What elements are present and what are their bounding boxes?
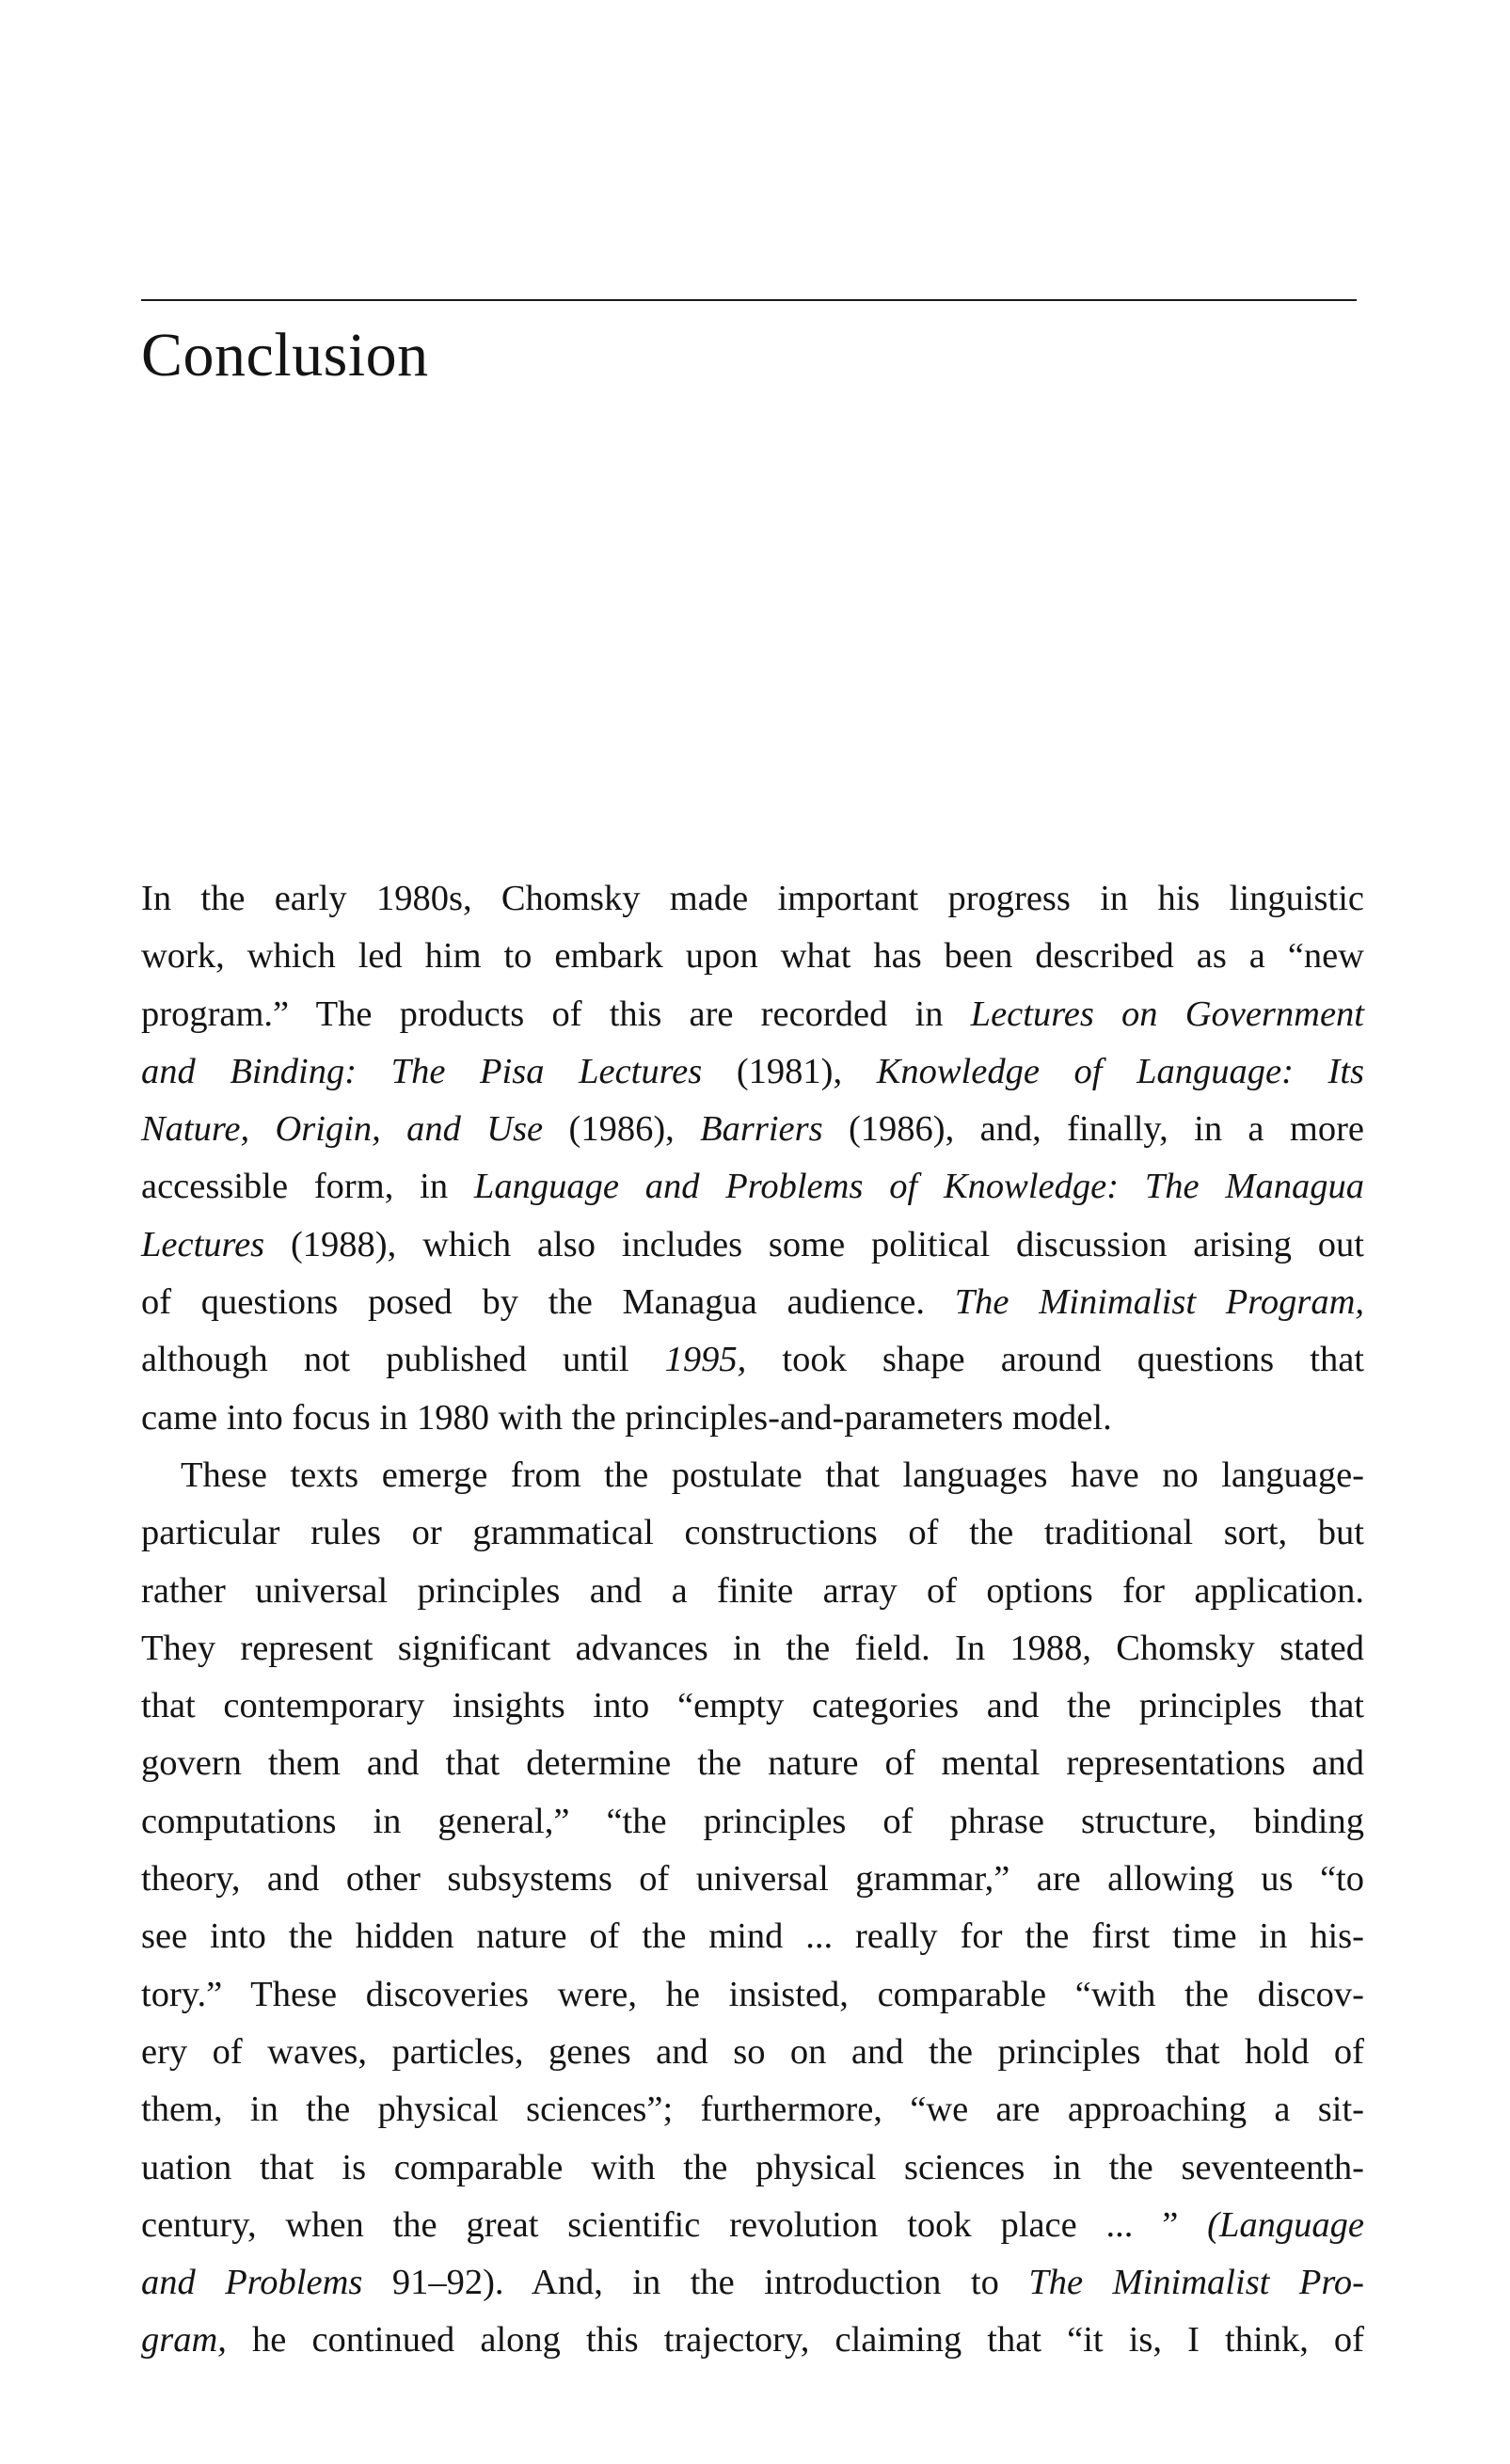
- chapter-rule: [141, 299, 1357, 301]
- italic-text-segment: Lectures: [141, 1224, 265, 1264]
- text-line: [141, 1043, 1364, 1101]
- text-segment: theory, and other subsystems of universal grammar,” are allowing us “to: [141, 1859, 1364, 1900]
- text-segment: uation that is comparable with the physical sciences in the seventeenth-: [141, 2147, 1364, 2187]
- text-line: [141, 1677, 1364, 1735]
- text-segment: he continued along this trajectory, claiming that “it is, I think, of: [226, 2320, 1364, 2361]
- text-segment: century, when the great scientific revolution took place ... ”: [141, 2204, 1208, 2245]
- text-segment: work, which led him to embark upon what has been described as a “new: [141, 936, 1364, 977]
- text-line: [141, 2254, 1364, 2312]
- text-segment: computations in general,” “the principles of phrase structure, binding: [141, 1801, 1364, 1841]
- text-line: [141, 1735, 1364, 1792]
- text-line: [141, 2139, 1364, 2197]
- text-line: [141, 2312, 1364, 2369]
- italic-text-segment: gram,: [141, 2320, 227, 2361]
- italic-text-segment: Nature, Origin, and Use: [141, 1109, 544, 1150]
- text-segment: (1988), which also includes some political discussion arising out: [264, 1224, 1364, 1264]
- text-line: [141, 1793, 1364, 1851]
- text-segment: came into focus in 1980 with the principles-and-parameters model.: [141, 1397, 1112, 1438]
- text-line: [141, 928, 1364, 985]
- text-segment: took shape around questions that: [746, 1340, 1364, 1380]
- italic-text-segment: Lectures on Government: [970, 994, 1365, 1034]
- italic-text-segment: and Binding: The Pisa Lectures: [141, 1051, 703, 1091]
- text-segment: them, in the physical sciences”; furthermore, “we are approaching a sit-: [141, 2090, 1364, 2130]
- text-line: [141, 2197, 1364, 2254]
- text-segment: ery of waves, particles, genes and so on and the principles that hold of: [141, 2031, 1364, 2072]
- text-line: [141, 1216, 1364, 1274]
- text-line: [141, 1447, 1364, 1504]
- text-line: [141, 1966, 1364, 2024]
- text-line: [141, 1101, 1364, 1158]
- italic-text-segment: Knowledge of Language: Its: [876, 1051, 1364, 1091]
- text-segment: (1986), and, finally, in a more: [822, 1109, 1364, 1150]
- chapter-title: Conclusion: [141, 321, 429, 389]
- text-line: [141, 1274, 1364, 1331]
- text-line: [141, 2081, 1364, 2138]
- italic-text-segment: The Minimalist Program,: [954, 1282, 1364, 1323]
- text-line: [141, 1620, 1364, 1677]
- italic-text-segment: 1995,: [664, 1340, 747, 1380]
- text-segment: see into the hidden nature of the mind ... really for the first time in his-: [141, 1916, 1364, 1957]
- text-segment: accessible form, in: [141, 1167, 474, 1207]
- italic-text-segment: Language and Problems of Knowledge: The Managua: [473, 1167, 1364, 1207]
- text-segment: They represent significant advances in the field. In 1988, Chomsky stated: [141, 1628, 1364, 1668]
- text-segment: These texts emerge from the postulate that languages have no language-: [181, 1455, 1364, 1495]
- text-segment: particular rules or grammatical constructions of the traditional sort, but: [141, 1513, 1364, 1553]
- text-segment: govern them and that determine the nature of mental representations and: [141, 1743, 1364, 1784]
- text-line: [141, 1908, 1364, 1965]
- text-line: [141, 1504, 1364, 1562]
- text-line: [141, 1331, 1364, 1389]
- text-line: [141, 1851, 1364, 1908]
- text-segment: that contemporary insights into “empty categories and the principles that: [141, 1686, 1364, 1726]
- text-segment: 91–92). And, in the introduction to: [362, 2263, 1029, 2303]
- body-text: [141, 870, 1364, 2370]
- text-line: [141, 2024, 1364, 2081]
- italic-text-segment: (Language: [1207, 2204, 1364, 2245]
- italic-text-segment: and Problems: [141, 2263, 363, 2303]
- text-line: [141, 870, 1364, 928]
- text-segment: tory.” These discoveries were, he insisted, comparable “with the discov-: [141, 1974, 1364, 2014]
- text-segment: (1981),: [702, 1051, 877, 1091]
- text-segment: although not published until: [141, 1340, 665, 1380]
- text-segment: program.” The products of this are recorded in: [141, 994, 971, 1034]
- text-segment: rather universal principles and a finite array of options for application.: [141, 1570, 1364, 1611]
- text-line: [141, 1158, 1364, 1216]
- text-line: [141, 1563, 1364, 1620]
- text-segment: (1986),: [543, 1109, 701, 1150]
- italic-text-segment: Barriers: [700, 1109, 823, 1150]
- italic-text-segment: The Minimalist Pro-: [1028, 2263, 1364, 2303]
- text-line: [141, 1390, 1364, 1447]
- text-segment: In the early 1980s, Chomsky made important progress in his linguistic: [141, 879, 1364, 918]
- text-segment: of questions posed by the Managua audience.: [141, 1282, 955, 1323]
- text-line: [141, 986, 1364, 1043]
